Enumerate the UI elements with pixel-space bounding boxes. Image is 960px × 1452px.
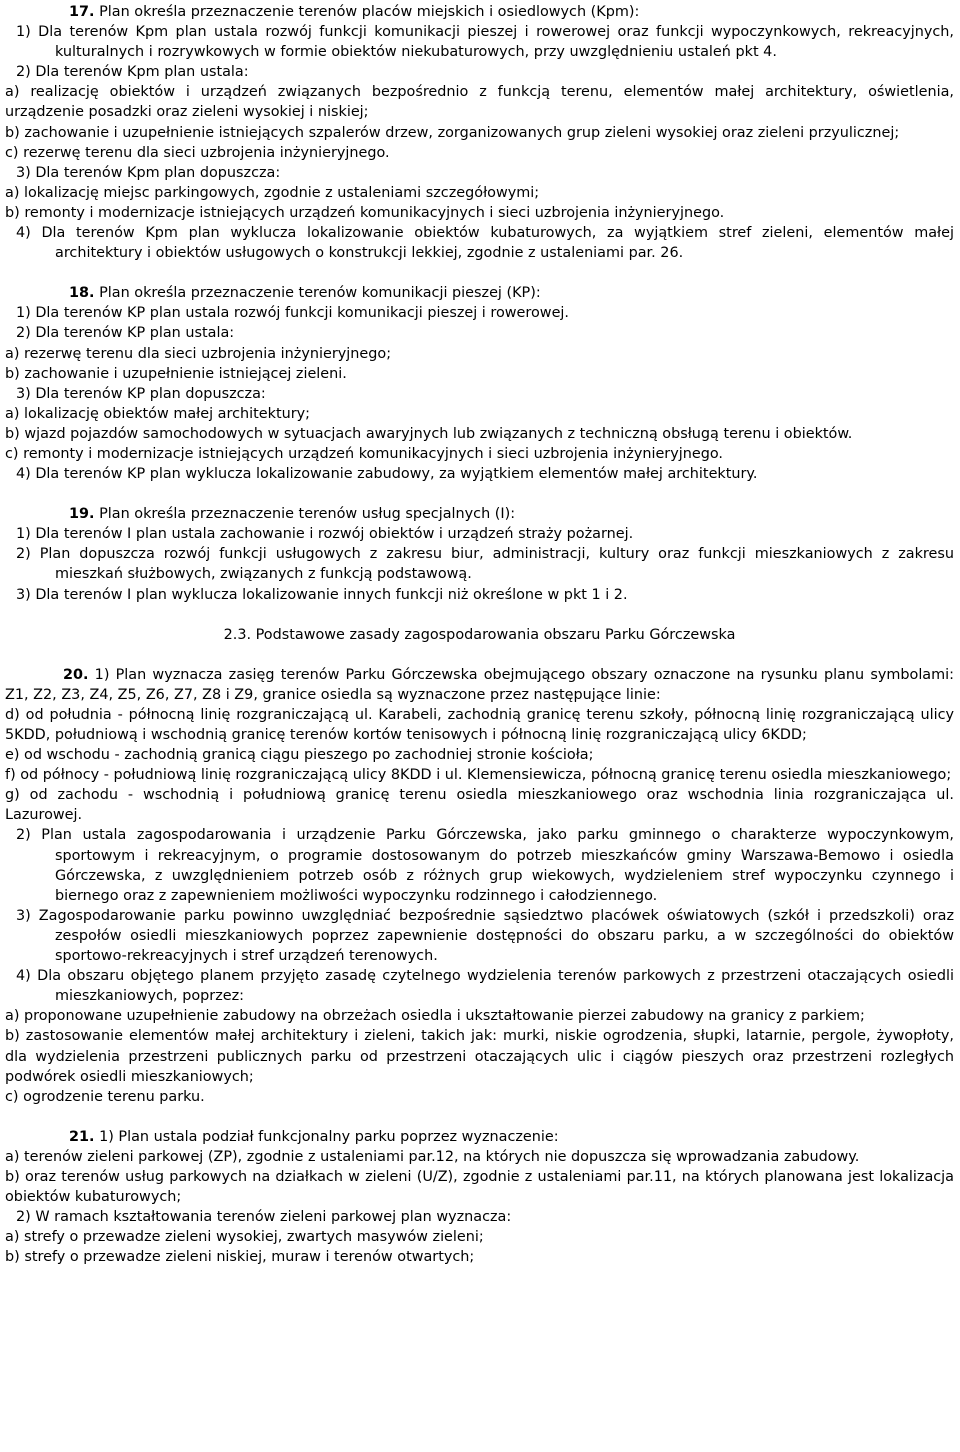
s17-point-2: 2) Dla terenów Kpm plan ustala: [16, 64, 249, 81]
section-17-heading [5, 2, 954, 22]
s20-item-f: f) od północy - południową linię rozgraniczającą ulicy 8KDD i ul. Klemensiewicza, północną granicę terenu osiedla mieszkaniowego; [5, 767, 952, 784]
s20-item-b: b) zastosowanie elementów małej architektury i zieleni, takich jak: murki, niskie ogrodzenia, słupki, latarnie, pergole, żywopłoty, dla wydzielenia przestrzeni publicznych parku od przestrzeni otaczających ulic i ciągów pieszych oraz przestrzeni rozległych podwórek osiedli mieszkaniowych; [5, 1028, 954, 1085]
s17-item-b2: b) remonty i modernizacje istniejących urządzeń komunikacyjnych i sieci uzbrojenia inżynieryjnego. [5, 204, 725, 221]
section-21-heading [5, 1127, 954, 1147]
s20-item-d: d) od południa - północną linię rozgraniczającą ul. Karabeli, zachodnią granicę terenu szkoły, północną linię rozgraniczającą ulicy 5KDD, południową i wschodnią granicę terenów kortów tenisowych i północną linię rozgraniczającą ulicy 6KDD; [5, 706, 954, 743]
s20-item-a: a) proponowane uzupełnienie zabudowy na obrzeżach osiedla i ukształtowanie pierzei zabudowy na granicy z parkiem; [5, 1008, 865, 1025]
s18-point-2: 2) Dla terenów KP plan ustala: [16, 325, 235, 342]
section-17-title: Plan określa przeznaczenie terenów placów miejskich i osiedlowych (Kpm): [94, 4, 640, 20]
s20-item-g: g) od zachodu - wschodnią i południową granicę terenu osiedla mieszkaniowego oraz wschodnia linia rozgraniczająca ul. Lazurowej. [5, 787, 954, 824]
section-18-number: 18. [69, 285, 95, 302]
s18-item-a: a) rezerwę terenu dla sieci uzbrojenia inżynieryjnego; [5, 345, 392, 362]
s18-item-c2: c) remonty i modernizacje istniejących urządzeń komunikacyjnych i sieci uzbrojenia inżynieryjnego. [5, 445, 723, 462]
s21-item-a: a) terenów zieleni parkowej (ZP), zgodnie z ustaleniami par.12, na których nie dopuszcza się wprowadzania zabudowy. [5, 1148, 860, 1165]
section-18-heading [5, 283, 954, 303]
spacer [5, 1107, 954, 1127]
s19-point-2: 2) Plan dopuszcza rozwój funkcji usługowych z zakresu biur, administracji, kultury oraz funkcji mieszkaniowych z zakresu mieszkań służbowych, związanych z funkcją podstawową. [16, 546, 954, 583]
s18-point-3: 3) Dla terenów KP plan dopuszcza: [16, 385, 266, 402]
s17-point-4: 4) Dla terenów Kpm plan wyklucza lokalizowanie obiektów kubaturowych, za wyjątkiem stref zieleni, elementów małej architektury i obiektów usługowych o konstrukcji lekkiej, zgodnie z ustaleniami par. 26. [16, 225, 954, 262]
spacer [5, 484, 954, 504]
s20-item-c: c) ogrodzenie terenu parku. [5, 1088, 205, 1105]
section-18-title: Plan określa przeznaczenie terenów komunikacji pieszej (KP): [94, 285, 541, 302]
section-21-title: 1) Plan ustala podział funkcjonalny parku poprzez wyznaczenie: [94, 1128, 559, 1145]
section-21-number: 21. [69, 1128, 95, 1145]
s17-item-a: a) realizację obiektów i urządzeń związanych bezpośrednio z funkcją terenu, elementów małej architektury, oświetlenia, urządzenie posadzki oraz zieleni wysokiej i niskiej; [5, 84, 954, 121]
s17-item-b: b) zachowanie i uzupełnienie istniejących szpalerów drzew, zorganizowanych grup zieleni wysokiej oraz zieleni przyulicznej; [5, 124, 900, 141]
s20-item-e: e) od wschodu - zachodnią granicą ciągu pieszego po zachodniej stronie kościoła; [5, 747, 594, 764]
s17-point-1: 1) Dla terenów Kpm plan ustala rozwój funkcji komunikacji pieszej i rowerowej oraz funkcji wypoczynkowych, rekreacyjnych, kulturalnych i rozrywkowych w formie obiektów niekubaturowych, przy uwzględnieniu ustaleń pkt 4. [16, 24, 954, 61]
s18-item-a2: a) lokalizację obiektów małej architektury; [5, 405, 311, 422]
chapter-heading-2-3: 2.3. Podstawowe zasady zagospodarowania obszaru Parku Górczewska [223, 626, 736, 643]
s17-item-a2: a) lokalizację miejsc parkingowych, zgodnie z ustaleniami szczegółowymi; [5, 184, 540, 201]
s19-point-3: 3) Dla terenów I plan wyklucza lokalizowanie innych funkcji niż określone w pkt 1 i 2. [16, 586, 628, 603]
s21-item-a2: a) strefy o przewadze zieleni wysokiej, zwartych masywów zieleni; [5, 1229, 484, 1246]
spacer [5, 263, 954, 283]
section-17-number: 17. [69, 4, 95, 20]
s20-point-4: 4) Dla obszaru objętego planem przyjęto zasadę czytelnego wydzielenia terenów parkowych z przestrzeni otaczających osiedli mieszkaniowych, poprzez: [16, 968, 954, 1005]
s21-point-2: 2) W ramach kształtowania terenów zieleni parkowej plan wyznacza: [16, 1209, 512, 1226]
s18-point-1: 1) Dla terenów KP plan ustala rozwój funkcji komunikacji pieszej i rowerowej. [16, 305, 569, 322]
s18-item-b: b) zachowanie i uzupełnienie istniejącej zieleni. [5, 365, 347, 382]
s20-point-3: 3) Zagospodarowanie parku powinno uwzględniać bezpośrednie sąsiedztwo placówek oświatowych (szkół i przedszkoli) oraz zespołów osiedli mieszkaniowych poprzez zapewnienie dostępności do obszaru parku, a w szczególności do obiektów sportowo-rekreacyjnych i stref urządzeń terenowych. [16, 907, 954, 965]
s17-point-3: 3) Dla terenów Kpm plan dopuszcza: [16, 164, 281, 181]
s18-item-b2: b) wjazd pojazdów samochodowych w sytuacjach awaryjnych lub związanych z techniczną obsługą terenu i obiektów. [5, 425, 853, 442]
s17-item-c: c) rezerwę terenu dla sieci uzbrojenia inżynieryjnego. [5, 144, 390, 161]
s18-point-4: 4) Dla terenów KP plan wyklucza lokalizowanie zabudowy, za wyjątkiem elementów małej architektury. [16, 466, 758, 483]
spacer [5, 645, 954, 665]
section-19-number: 19. [69, 506, 95, 523]
section-20-heading [5, 665, 954, 705]
s19-point-1: 1) Dla terenów I plan ustala zachowanie i rozwój obiektów i urządzeń straży pożarnej. [16, 526, 634, 543]
section-19-title: Plan określa przeznaczenie terenów usług specjalnych (I): [94, 506, 516, 523]
section-20-title: 1) Plan wyznacza zasięg terenów Parku Górczewska obejmującego obszary oznaczone na rysunku planu symbolami: Z1, Z2, Z3, Z4, Z5, Z6, Z7, Z8 i Z9, granice osiedla są wyznaczone przez następujące linie: [5, 666, 954, 703]
section-19-heading [5, 504, 954, 524]
s20-point-2: 2) Plan ustala zagospodarowania i urządzenie Parku Górczewska, jako parku gminnego o charakterze wypoczynkowym, sportowym i rekreacyjnym, o programie dostosowanym do potrzeb mieszkańców gminy Warszawa-Bemowo i osiedla Górczewska, z uwzględnieniem potrzeb osób z różnych grup wiekowych, wydzieleniem stref wypoczynku czynnego i biernego oraz z zapewnieniem możliwości wypoczynku rodzinnego i całodziennego. [16, 827, 954, 904]
section-20-number: 20. [63, 666, 89, 683]
spacer [5, 605, 954, 625]
s21-item-b2: b) strefy o przewadze zieleni niskiej, muraw i terenów otwartych; [5, 1249, 475, 1266]
s21-item-b: b) oraz terenów usług parkowych na działkach w zieleni (U/Z), zgodnie z ustaleniami par.11, na których planowana jest lokalizacja obiektów kubaturowych; [5, 1168, 954, 1206]
